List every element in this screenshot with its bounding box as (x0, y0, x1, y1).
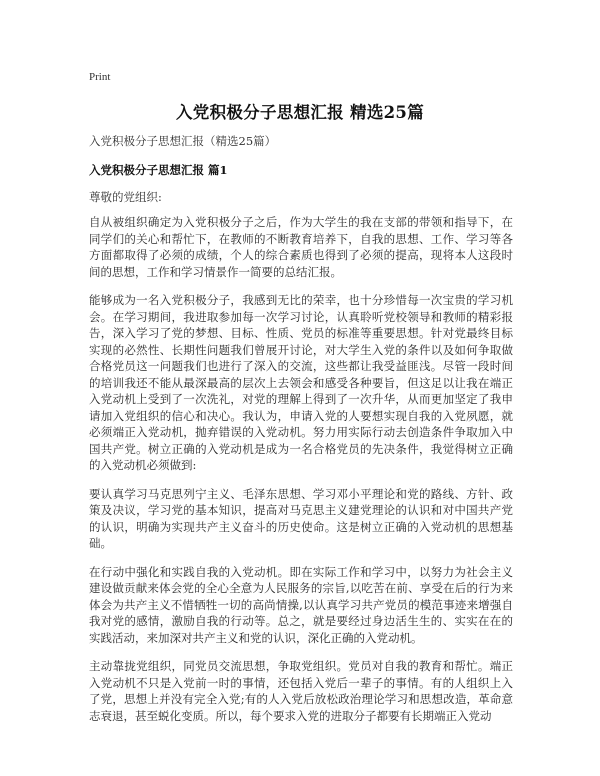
paragraph-3: 要认真学习马克思列宁主义、毛泽东思想、学习邓小平理论和党的路线、方针、政策及决议，学习党的基本知识，提高对马克思主义建党理论的认识和对中国共产党的认识，明确为实现共产主义奋斗的历史使命。这是树立正确的入党动机的思想基础。 (89, 486, 513, 550)
greeting-line: 尊敬的党组织: (89, 190, 162, 204)
paragraph-1: 自从被组织确定为入党积极分子之后，作为大学生的我在支部的带领和指导下，在同学们的关心和帮忙下，在教师的不断教育培养下，自我的思想、工作、学习等各方面都取得了必须的成绩，个人的综合素质也得到了必须的提高，现将本人这段时间的思想，工作和学习情景作一简要的总结汇报。 (89, 215, 513, 279)
section-heading: 入党积极分子思想汇报 篇1 (89, 163, 228, 177)
document-subtitle: 入党积极分子思想汇报（精选25篇） (89, 134, 277, 148)
paragraph-5: 主动靠拢党组织，同党员交流思想，争取党组织。党员对自我的教育和帮忙。端正入党动机不只是入党前一时的事情，还包括入党后一辈子的事情。有的人组织上入了党，思想上并没有完全入党;有的人入党后放松政治理论学习和思想改造，革命意志衰退，甚至蜕化变质。所以，每个要求入党的进取分子都要有长期端正入党动 (89, 659, 513, 723)
body-text (89, 214, 513, 736)
paragraph-4: 在行动中强化和实践自我的入党动机。即在实际工作和学习中，以努力为社会主义建设做贡献来体会党的全心全意为人民服务的宗旨,以吃苦在前、享受在后的行为来体会为共产主义不惜牺牲一切的高尚情操,以认真学习共产党员的模范事迹来增强自我对党的感情，激励自我的行动等。总之，就是要经过身边活生生的、实实在在的实践活动，来加深对共产主义和党的认识，深化正确的入党动机。 (89, 564, 513, 645)
print-label: Print (89, 71, 111, 83)
page-title: 入党积极分子思想汇报 精选25篇 (175, 103, 424, 122)
paragraph-2: 能够成为一名入党积极分子，我感到无比的荣幸，也十分珍惜每一次宝贵的学习机会。在学习期间，我进取参加每一次学习讨论，认真聆听党校领导和教师的精彩报告，深入学习了党的梦想、目标、性质、党员的标准等重要思想。针对党最终目标实现的必然性、长期性问题我们曾展开讨论，对大学生入党的条件以及如何争取做合格党员这一问题我们也进行了深入的交流，这些都让我受益匪浅。尽管一段时间的培训我还不能从最深最高的层次上去领会和感受各种要旨，但这足以让我在端正入党动机上受到了一次洗礼，对党的理解上得到了一次升华，从而更加坚定了我申请加入党组织的信心和决心。我认为，申请入党的人要想实现自我的入党夙愿，就必须端正入党动机，抛弃错误的入党动机。努力用实际行动去创造条件争取加入中国共产党。树立正确的入党动机是成为一名合格党员的先决条件，我觉得树立正确的入党动机必须做到: (89, 293, 513, 472)
